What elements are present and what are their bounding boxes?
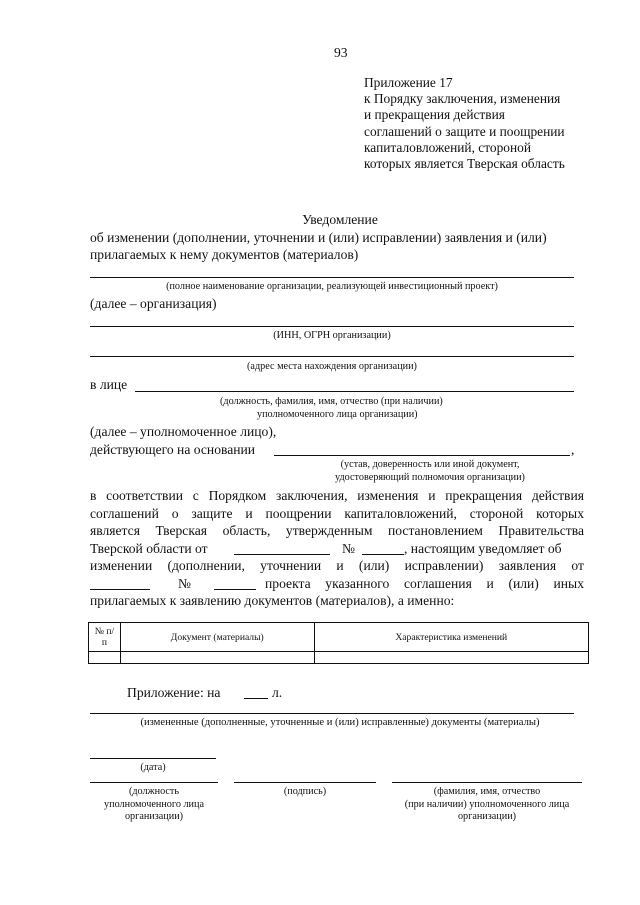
document-title: Уведомление [302, 212, 378, 227]
page-number: 93 [334, 45, 348, 60]
cell-document[interactable] [120, 652, 314, 664]
body-line: изменении (дополнении, уточнении и (или) исправлении) заявления от [90, 558, 584, 573]
document-subtitle-line2: прилагаемых к нему документов (материалов) [90, 247, 359, 262]
position-field[interactable] [90, 782, 218, 783]
signature-field[interactable] [234, 782, 376, 783]
signature-hint: (подпись) [283, 786, 327, 797]
appendix-block [364, 75, 565, 172]
org-name-hint: (полное наименование организации, реализующей инвестиционный проект) [166, 281, 498, 292]
address-field[interactable] [90, 356, 574, 357]
changes-table [88, 622, 589, 664]
full-name-hint-line: (фамилия, имя, отчество [433, 786, 541, 797]
appendix-line: которых является Тверская область [364, 156, 565, 172]
full-name-field[interactable] [392, 782, 582, 783]
full-name-hint-line: (при наличии) уполномоченного лица [404, 798, 570, 810]
date-hint: (дата) [140, 762, 166, 773]
header-number-label: № п/п [94, 626, 115, 648]
body-line: соглашений о защите и поощрении капиталовложений, стороной которых [90, 506, 584, 521]
body-line: прилагаемых к заявлению документов (материалов), а именно: [90, 593, 455, 608]
in-person-label: в лице [90, 377, 128, 392]
person-hint-line1: (должность, фамилия, имя, отчество (при наличии) [220, 396, 443, 407]
date-field[interactable] [90, 758, 216, 759]
attachment-hint: (измененные (дополненные, уточненные и (или) исправленные) документы (материалы) [140, 717, 540, 728]
body-line-4b: № [342, 541, 355, 556]
attachment-label: Приложение: на [127, 685, 221, 700]
person-alias: (далее – уполномоченное лицо), [90, 424, 277, 439]
address-hint: (адрес места нахождения организации) [247, 361, 417, 372]
attachment-unit: л. [272, 685, 283, 700]
position-hint-line: организации) [124, 811, 184, 822]
org-alias: (далее – организация) [90, 296, 217, 311]
basis-end: , [571, 442, 575, 457]
person-field[interactable] [135, 391, 574, 392]
appendix-line: и прекращения действия [364, 107, 505, 123]
body-line-6a: № [178, 576, 191, 591]
header-changes: Характеристика изменений [314, 623, 588, 652]
attachment-pages-field[interactable] [244, 698, 268, 699]
basis-hint-line1: (устав, доверенность или иной документ, [340, 459, 520, 470]
decree-date-field[interactable] [234, 554, 330, 555]
application-date-field[interactable] [90, 589, 150, 590]
body-line-4c: , настоящим уведомляет об [404, 541, 562, 556]
org-name-field[interactable] [90, 277, 574, 278]
document-subtitle-line1: об изменении (дополнении, уточнении и (или) исправлении) заявления и (или) [90, 230, 547, 245]
position-hint [90, 786, 218, 824]
appendix-line: Приложение 17 [364, 75, 453, 90]
body-line-4a: Тверской области от [90, 541, 208, 556]
basis-label: действующего на основании [90, 442, 256, 457]
appendix-line: капиталовложений, стороной [364, 139, 531, 155]
basis-hint-line2: удостоверяющий полномочия организации) [335, 472, 525, 483]
inn-hint: (ИНН, ОГРН организации) [273, 330, 391, 341]
table-row [89, 652, 589, 664]
table-header-row [89, 623, 589, 652]
body-line: является Тверская область, утвержденным постановлением Правительства [90, 523, 584, 538]
body-line: в соответствии с Порядком заключения, изменения и прекращения действия [90, 488, 584, 503]
header-document: Документ (материалы) [120, 623, 314, 652]
header-number [89, 623, 121, 652]
inn-field[interactable] [90, 326, 574, 327]
application-number-field[interactable] [214, 589, 256, 590]
attachment-documents-field[interactable] [90, 713, 574, 714]
cell-changes[interactable] [314, 652, 588, 664]
full-name-hint-line: организации) [457, 811, 517, 822]
cell-number[interactable] [89, 652, 121, 664]
body-line-6b: проекта указанного соглашения и (или) иных [265, 576, 584, 591]
basis-field[interactable] [274, 455, 570, 456]
decree-number-field[interactable] [362, 554, 404, 555]
appendix-line: соглашений о защите и поощрении [364, 123, 565, 139]
person-hint-line2: уполномоченного лица организации) [257, 409, 418, 420]
appendix-line: к Порядку заключения, изменения [364, 91, 561, 107]
position-hint-line: уполномоченного лица [104, 798, 204, 810]
position-hint-line: (должность [128, 786, 180, 797]
full-name-hint [384, 786, 590, 824]
